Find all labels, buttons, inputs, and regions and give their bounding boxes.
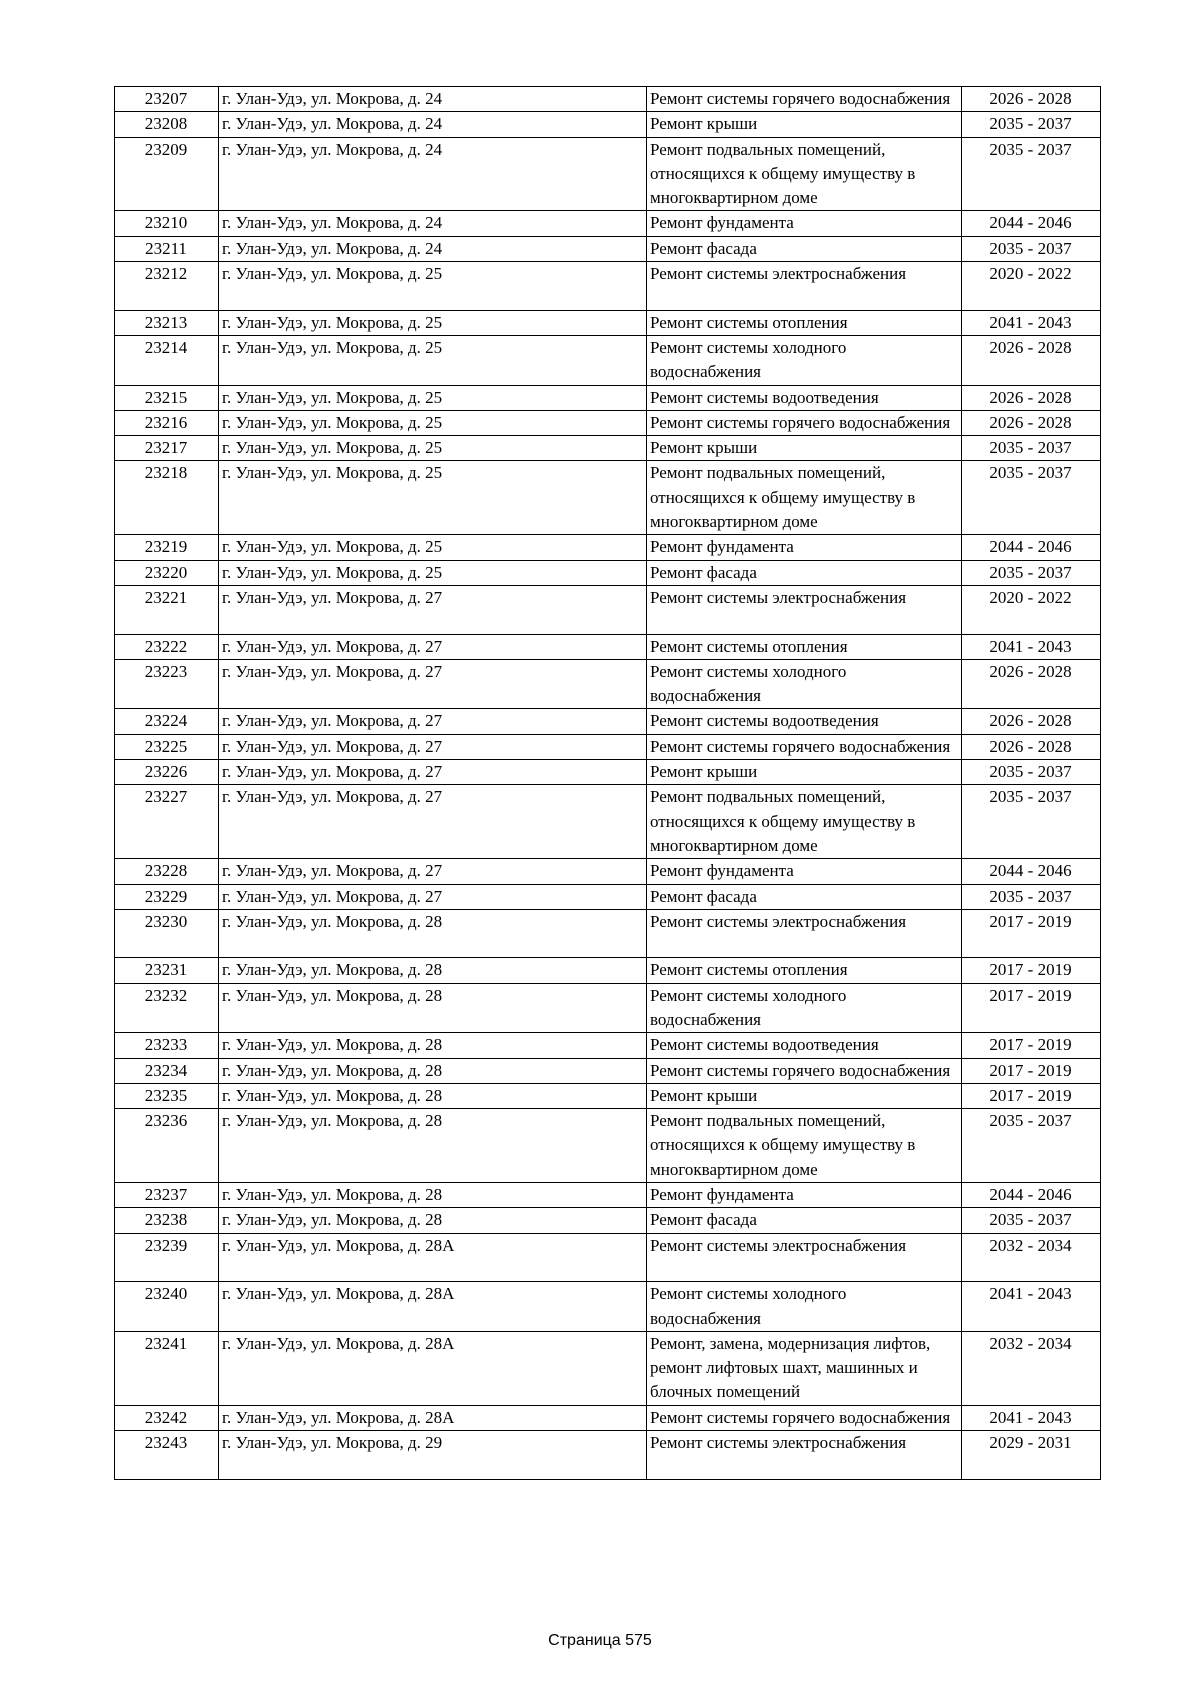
period-cell: 2044 - 2046 xyxy=(962,211,1101,236)
address-cell: г. Улан-Удэ, ул. Мокрова, д. 28 xyxy=(219,909,647,958)
row-number-cell: 23214 xyxy=(115,335,219,385)
table-row xyxy=(115,859,1101,884)
row-number-cell: 23216 xyxy=(115,410,219,435)
work-type-cell: Ремонт фундамента xyxy=(647,1183,962,1208)
work-type-cell: Ремонт подвальных помещений, относящихся к общему имуществу в многоквартирном доме xyxy=(647,785,962,859)
table-row xyxy=(115,310,1101,335)
table-row xyxy=(115,1331,1101,1405)
row-number-cell: 23230 xyxy=(115,909,219,958)
table-row xyxy=(115,236,1101,261)
period-cell: 2026 - 2028 xyxy=(962,335,1101,385)
address-cell: г. Улан-Удэ, ул. Мокрова, д. 25 xyxy=(219,335,647,385)
period-cell: 2017 - 2019 xyxy=(962,1058,1101,1083)
work-type-cell: Ремонт системы электроснабжения xyxy=(647,1233,962,1282)
period-cell: 2017 - 2019 xyxy=(962,958,1101,983)
table-row xyxy=(115,909,1101,958)
address-cell: г. Улан-Удэ, ул. Мокрова, д. 27 xyxy=(219,859,647,884)
table-row xyxy=(115,410,1101,435)
address-cell: г. Улан-Удэ, ул. Мокрова, д. 27 xyxy=(219,760,647,785)
row-number-cell: 23228 xyxy=(115,859,219,884)
period-cell: 2041 - 2043 xyxy=(962,1282,1101,1332)
row-number-cell: 23211 xyxy=(115,236,219,261)
work-type-cell: Ремонт системы электроснабжения xyxy=(647,909,962,958)
address-cell: г. Улан-Удэ, ул. Мокрова, д. 28 xyxy=(219,1058,647,1083)
period-cell: 2035 - 2037 xyxy=(962,760,1101,785)
row-number-cell: 23240 xyxy=(115,1282,219,1332)
table-row xyxy=(115,137,1101,211)
period-cell: 2035 - 2037 xyxy=(962,560,1101,585)
work-type-cell: Ремонт, замена, модернизация лифтов, ремонт лифтовых шахт, машинных и блочных помещений xyxy=(647,1331,962,1405)
work-type-cell: Ремонт системы отопления xyxy=(647,310,962,335)
address-cell: г. Улан-Удэ, ул. Мокрова, д. 24 xyxy=(219,137,647,211)
period-cell: 2035 - 2037 xyxy=(962,436,1101,461)
period-cell: 2035 - 2037 xyxy=(962,112,1101,137)
period-cell: 2032 - 2034 xyxy=(962,1331,1101,1405)
period-cell: 2041 - 2043 xyxy=(962,1405,1101,1430)
row-number-cell: 23221 xyxy=(115,585,219,634)
work-type-cell: Ремонт крыши xyxy=(647,760,962,785)
address-cell: г. Улан-Удэ, ул. Мокрова, д. 28 xyxy=(219,1183,647,1208)
work-type-cell: Ремонт фасада xyxy=(647,1208,962,1233)
row-number-cell: 23223 xyxy=(115,659,219,709)
row-number-cell: 23207 xyxy=(115,87,219,112)
page-number: Страница 575 xyxy=(548,1632,652,1649)
table-row xyxy=(115,1233,1101,1282)
address-cell: г. Улан-Удэ, ул. Мокрова, д. 25 xyxy=(219,385,647,410)
row-number-cell: 23227 xyxy=(115,785,219,859)
address-cell: г. Улан-Удэ, ул. Мокрова, д. 28А xyxy=(219,1233,647,1282)
work-type-cell: Ремонт системы отопления xyxy=(647,634,962,659)
table-row xyxy=(115,983,1101,1033)
address-cell: г. Улан-Удэ, ул. Мокрова, д. 27 xyxy=(219,884,647,909)
table-row xyxy=(115,659,1101,709)
row-number-cell: 23234 xyxy=(115,1058,219,1083)
address-cell: г. Улан-Удэ, ул. Мокрова, д. 27 xyxy=(219,634,647,659)
work-type-cell: Ремонт системы водоотведения xyxy=(647,1033,962,1058)
row-number-cell: 23232 xyxy=(115,983,219,1033)
table-row xyxy=(115,760,1101,785)
period-cell: 2026 - 2028 xyxy=(962,385,1101,410)
work-type-cell: Ремонт системы электроснабжения xyxy=(647,585,962,634)
period-cell: 2041 - 2043 xyxy=(962,634,1101,659)
work-type-cell: Ремонт системы горячего водоснабжения xyxy=(647,87,962,112)
work-type-cell: Ремонт системы электроснабжения xyxy=(647,1431,962,1480)
work-type-cell: Ремонт системы холодного водоснабжения xyxy=(647,983,962,1033)
period-cell: 2035 - 2037 xyxy=(962,236,1101,261)
address-cell: г. Улан-Удэ, ул. Мокрова, д. 27 xyxy=(219,659,647,709)
row-number-cell: 23219 xyxy=(115,535,219,560)
row-number-cell: 23212 xyxy=(115,262,219,311)
table-row xyxy=(115,87,1101,112)
work-type-cell: Ремонт крыши xyxy=(647,436,962,461)
table-row xyxy=(115,1431,1101,1480)
work-type-cell: Ремонт системы холодного водоснабжения xyxy=(647,659,962,709)
row-number-cell: 23231 xyxy=(115,958,219,983)
address-cell: г. Улан-Удэ, ул. Мокрова, д. 24 xyxy=(219,211,647,236)
work-type-cell: Ремонт подвальных помещений, относящихся к общему имуществу в многоквартирном доме xyxy=(647,137,962,211)
row-number-cell: 23210 xyxy=(115,211,219,236)
row-number-cell: 23237 xyxy=(115,1183,219,1208)
period-cell: 2044 - 2046 xyxy=(962,1183,1101,1208)
period-cell: 2044 - 2046 xyxy=(962,535,1101,560)
work-type-cell: Ремонт фасада xyxy=(647,884,962,909)
address-cell: г. Улан-Удэ, ул. Мокрова, д. 24 xyxy=(219,236,647,261)
address-cell: г. Улан-Удэ, ул. Мокрова, д. 28 xyxy=(219,1033,647,1058)
row-number-cell: 23224 xyxy=(115,709,219,734)
period-cell: 2017 - 2019 xyxy=(962,1033,1101,1058)
work-type-cell: Ремонт крыши xyxy=(647,1083,962,1108)
row-number-cell: 23217 xyxy=(115,436,219,461)
period-cell: 2044 - 2046 xyxy=(962,859,1101,884)
period-cell: 2017 - 2019 xyxy=(962,1083,1101,1108)
work-type-cell: Ремонт системы отопления xyxy=(647,958,962,983)
address-cell: г. Улан-Удэ, ул. Мокрова, д. 28 xyxy=(219,1208,647,1233)
work-type-cell: Ремонт фундамента xyxy=(647,859,962,884)
address-cell: г. Улан-Удэ, ул. Мокрова, д. 28 xyxy=(219,1109,647,1183)
table-row xyxy=(115,1109,1101,1183)
period-cell: 2026 - 2028 xyxy=(962,709,1101,734)
row-number-cell: 23213 xyxy=(115,310,219,335)
row-number-cell: 23241 xyxy=(115,1331,219,1405)
table-row xyxy=(115,436,1101,461)
table-row xyxy=(115,734,1101,759)
table-row xyxy=(115,461,1101,535)
address-cell: г. Улан-Удэ, ул. Мокрова, д. 25 xyxy=(219,436,647,461)
row-number-cell: 23233 xyxy=(115,1033,219,1058)
period-cell: 2035 - 2037 xyxy=(962,1109,1101,1183)
period-cell: 2032 - 2034 xyxy=(962,1233,1101,1282)
work-type-cell: Ремонт системы горячего водоснабжения xyxy=(647,734,962,759)
work-type-cell: Ремонт системы холодного водоснабжения xyxy=(647,335,962,385)
address-cell: г. Улан-Удэ, ул. Мокрова, д. 28 xyxy=(219,958,647,983)
period-cell: 2017 - 2019 xyxy=(962,909,1101,958)
table-row xyxy=(115,112,1101,137)
table-row xyxy=(115,585,1101,634)
table-row xyxy=(115,1033,1101,1058)
address-cell: г. Улан-Удэ, ул. Мокрова, д. 28А xyxy=(219,1331,647,1405)
address-cell: г. Улан-Удэ, ул. Мокрова, д. 27 xyxy=(219,709,647,734)
period-cell: 2035 - 2037 xyxy=(962,1208,1101,1233)
table-row xyxy=(115,1183,1101,1208)
row-number-cell: 23220 xyxy=(115,560,219,585)
address-cell: г. Улан-Удэ, ул. Мокрова, д. 29 xyxy=(219,1431,647,1480)
work-type-cell: Ремонт системы горячего водоснабжения xyxy=(647,410,962,435)
table-row xyxy=(115,262,1101,311)
period-cell: 2017 - 2019 xyxy=(962,983,1101,1033)
row-number-cell: 23215 xyxy=(115,385,219,410)
table-row xyxy=(115,211,1101,236)
work-type-cell: Ремонт фундамента xyxy=(647,535,962,560)
period-cell: 2035 - 2037 xyxy=(962,785,1101,859)
table-row xyxy=(115,634,1101,659)
address-cell: г. Улан-Удэ, ул. Мокрова, д. 24 xyxy=(219,112,647,137)
work-type-cell: Ремонт крыши xyxy=(647,112,962,137)
work-type-cell: Ремонт системы горячего водоснабжения xyxy=(647,1058,962,1083)
work-type-cell: Ремонт системы водоотведения xyxy=(647,385,962,410)
address-cell: г. Улан-Удэ, ул. Мокрова, д. 28 xyxy=(219,983,647,1033)
table-row xyxy=(115,1405,1101,1430)
table-row xyxy=(115,958,1101,983)
address-cell: г. Улан-Удэ, ул. Мокрова, д. 27 xyxy=(219,785,647,859)
works-table-body xyxy=(115,87,1101,1480)
table-row xyxy=(115,1282,1101,1332)
table-row xyxy=(115,335,1101,385)
table-row xyxy=(115,884,1101,909)
row-number-cell: 23222 xyxy=(115,634,219,659)
works-table xyxy=(114,86,1101,1480)
row-number-cell: 23242 xyxy=(115,1405,219,1430)
work-type-cell: Ремонт подвальных помещений, относящихся к общему имуществу в многоквартирном доме xyxy=(647,461,962,535)
work-type-cell: Ремонт системы электроснабжения xyxy=(647,262,962,311)
period-cell: 2020 - 2022 xyxy=(962,585,1101,634)
period-cell: 2026 - 2028 xyxy=(962,734,1101,759)
period-cell: 2026 - 2028 xyxy=(962,87,1101,112)
period-cell: 2026 - 2028 xyxy=(962,410,1101,435)
address-cell: г. Улан-Удэ, ул. Мокрова, д. 25 xyxy=(219,560,647,585)
period-cell: 2026 - 2028 xyxy=(962,659,1101,709)
period-cell: 2035 - 2037 xyxy=(962,884,1101,909)
row-number-cell: 23209 xyxy=(115,137,219,211)
table-row xyxy=(115,1083,1101,1108)
row-number-cell: 23226 xyxy=(115,760,219,785)
row-number-cell: 23239 xyxy=(115,1233,219,1282)
work-type-cell: Ремонт фундамента xyxy=(647,211,962,236)
period-cell: 2029 - 2031 xyxy=(962,1431,1101,1480)
period-cell: 2020 - 2022 xyxy=(962,262,1101,311)
row-number-cell: 23235 xyxy=(115,1083,219,1108)
table-row xyxy=(115,535,1101,560)
table-row xyxy=(115,709,1101,734)
row-number-cell: 23218 xyxy=(115,461,219,535)
period-cell: 2041 - 2043 xyxy=(962,310,1101,335)
address-cell: г. Улан-Удэ, ул. Мокрова, д. 25 xyxy=(219,461,647,535)
row-number-cell: 23208 xyxy=(115,112,219,137)
work-type-cell: Ремонт системы горячего водоснабжения xyxy=(647,1405,962,1430)
address-cell: г. Улан-Удэ, ул. Мокрова, д. 24 xyxy=(219,87,647,112)
period-cell: 2035 - 2037 xyxy=(962,137,1101,211)
work-type-cell: Ремонт системы водоотведения xyxy=(647,709,962,734)
address-cell: г. Улан-Удэ, ул. Мокрова, д. 28А xyxy=(219,1282,647,1332)
period-cell: 2035 - 2037 xyxy=(962,461,1101,535)
address-cell: г. Улан-Удэ, ул. Мокрова, д. 28 xyxy=(219,1083,647,1108)
address-cell: г. Улан-Удэ, ул. Мокрова, д. 25 xyxy=(219,535,647,560)
work-type-cell: Ремонт фасада xyxy=(647,560,962,585)
table-row xyxy=(115,560,1101,585)
address-cell: г. Улан-Удэ, ул. Мокрова, д. 27 xyxy=(219,585,647,634)
address-cell: г. Улан-Удэ, ул. Мокрова, д. 28А xyxy=(219,1405,647,1430)
row-number-cell: 23225 xyxy=(115,734,219,759)
address-cell: г. Улан-Удэ, ул. Мокрова, д. 27 xyxy=(219,734,647,759)
row-number-cell: 23238 xyxy=(115,1208,219,1233)
work-type-cell: Ремонт подвальных помещений, относящихся к общему имуществу в многоквартирном доме xyxy=(647,1109,962,1183)
address-cell: г. Улан-Удэ, ул. Мокрова, д. 25 xyxy=(219,410,647,435)
table-row xyxy=(115,1208,1101,1233)
row-number-cell: 23229 xyxy=(115,884,219,909)
table-row xyxy=(115,1058,1101,1083)
address-cell: г. Улан-Удэ, ул. Мокрова, д. 25 xyxy=(219,262,647,311)
address-cell: г. Улан-Удэ, ул. Мокрова, д. 25 xyxy=(219,310,647,335)
table-row xyxy=(115,385,1101,410)
work-type-cell: Ремонт системы холодного водоснабжения xyxy=(647,1282,962,1332)
row-number-cell: 23243 xyxy=(115,1431,219,1480)
work-type-cell: Ремонт фасада xyxy=(647,236,962,261)
table-row xyxy=(115,785,1101,859)
row-number-cell: 23236 xyxy=(115,1109,219,1183)
